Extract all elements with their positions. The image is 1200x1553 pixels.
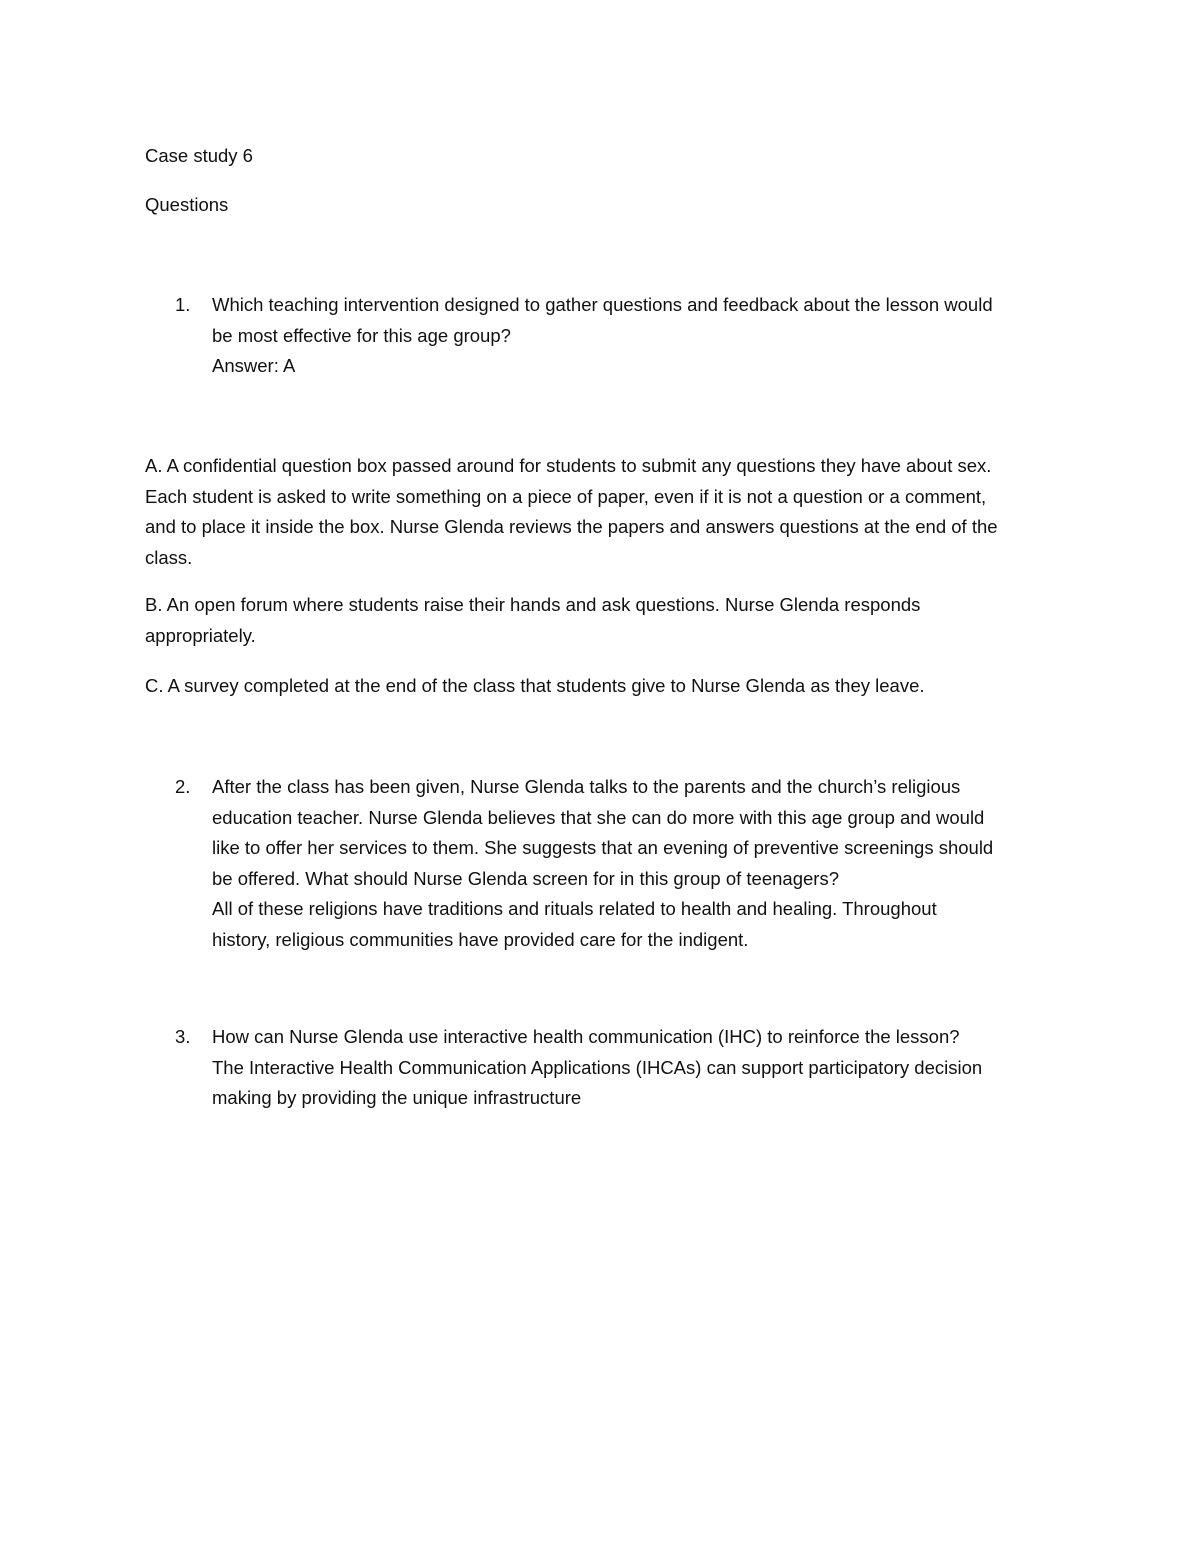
question-line: After the class has been given, Nurse Glenda talks to the parents and the church’s religious <box>212 776 961 797</box>
question-2 <box>145 772 1065 957</box>
section-heading-questions: Questions <box>145 194 229 215</box>
question-text <box>212 1022 1082 1114</box>
question-text <box>212 772 1082 955</box>
option-line: B. An open forum where students raise their hands and ask questions. Nurse Glenda responds <box>145 594 921 615</box>
question-number: 2. <box>175 776 191 797</box>
question-text <box>212 290 1082 382</box>
question-1 <box>145 290 1065 385</box>
option-line: C. A survey completed at the end of the class that students give to Nurse Glenda as they leave. <box>145 675 925 696</box>
option-c <box>145 671 1065 702</box>
question-number: 3. <box>175 1026 191 1047</box>
option-a <box>145 451 1065 573</box>
option-b <box>145 590 1065 651</box>
answer-line: Answer: A <box>212 355 296 376</box>
answer-line: making by providing the unique infrastructure <box>212 1087 582 1108</box>
question-line: be most effective for this age group? <box>212 324 511 346</box>
answer-line: All of these religions have traditions and rituals related to health and healing. Throughout <box>212 898 937 919</box>
question-line: How can Nurse Glenda use interactive health communication (IHC) to reinforce the lesson? <box>212 1026 960 1047</box>
option-line: class. <box>145 546 193 568</box>
question-line: Which teaching intervention designed to gather questions and feedback about the lesson would <box>212 294 993 315</box>
option-line: appropriately. <box>145 624 256 646</box>
question-number: 1. <box>175 294 191 315</box>
answer-line: The Interactive Health Communication Applications (IHCAs) can support participatory decision <box>212 1056 983 1078</box>
option-line: Each student is asked to write something on a piece of paper, even if it is not a question or a comment, <box>145 485 987 507</box>
question-line: like to offer her services to them. She suggests that an evening of preventive screenings should <box>212 837 994 858</box>
option-line: and to place it inside the box. Nurse Glenda reviews the papers and answers questions at the end of the <box>145 516 998 537</box>
question-3 <box>145 1022 1065 1117</box>
answer-line: history, religious communities have provided care for the indigent. <box>212 928 749 950</box>
document-title: Case study 6 <box>145 145 253 166</box>
question-line: be offered. What should Nurse Glenda screen for in this group of teenagers? <box>212 867 839 889</box>
option-line: A. A confidential question box passed around for students to submit any questions they have about sex. <box>145 455 992 476</box>
question-line: education teacher. Nurse Glenda believes that she can do more with this age group and would <box>212 806 985 828</box>
